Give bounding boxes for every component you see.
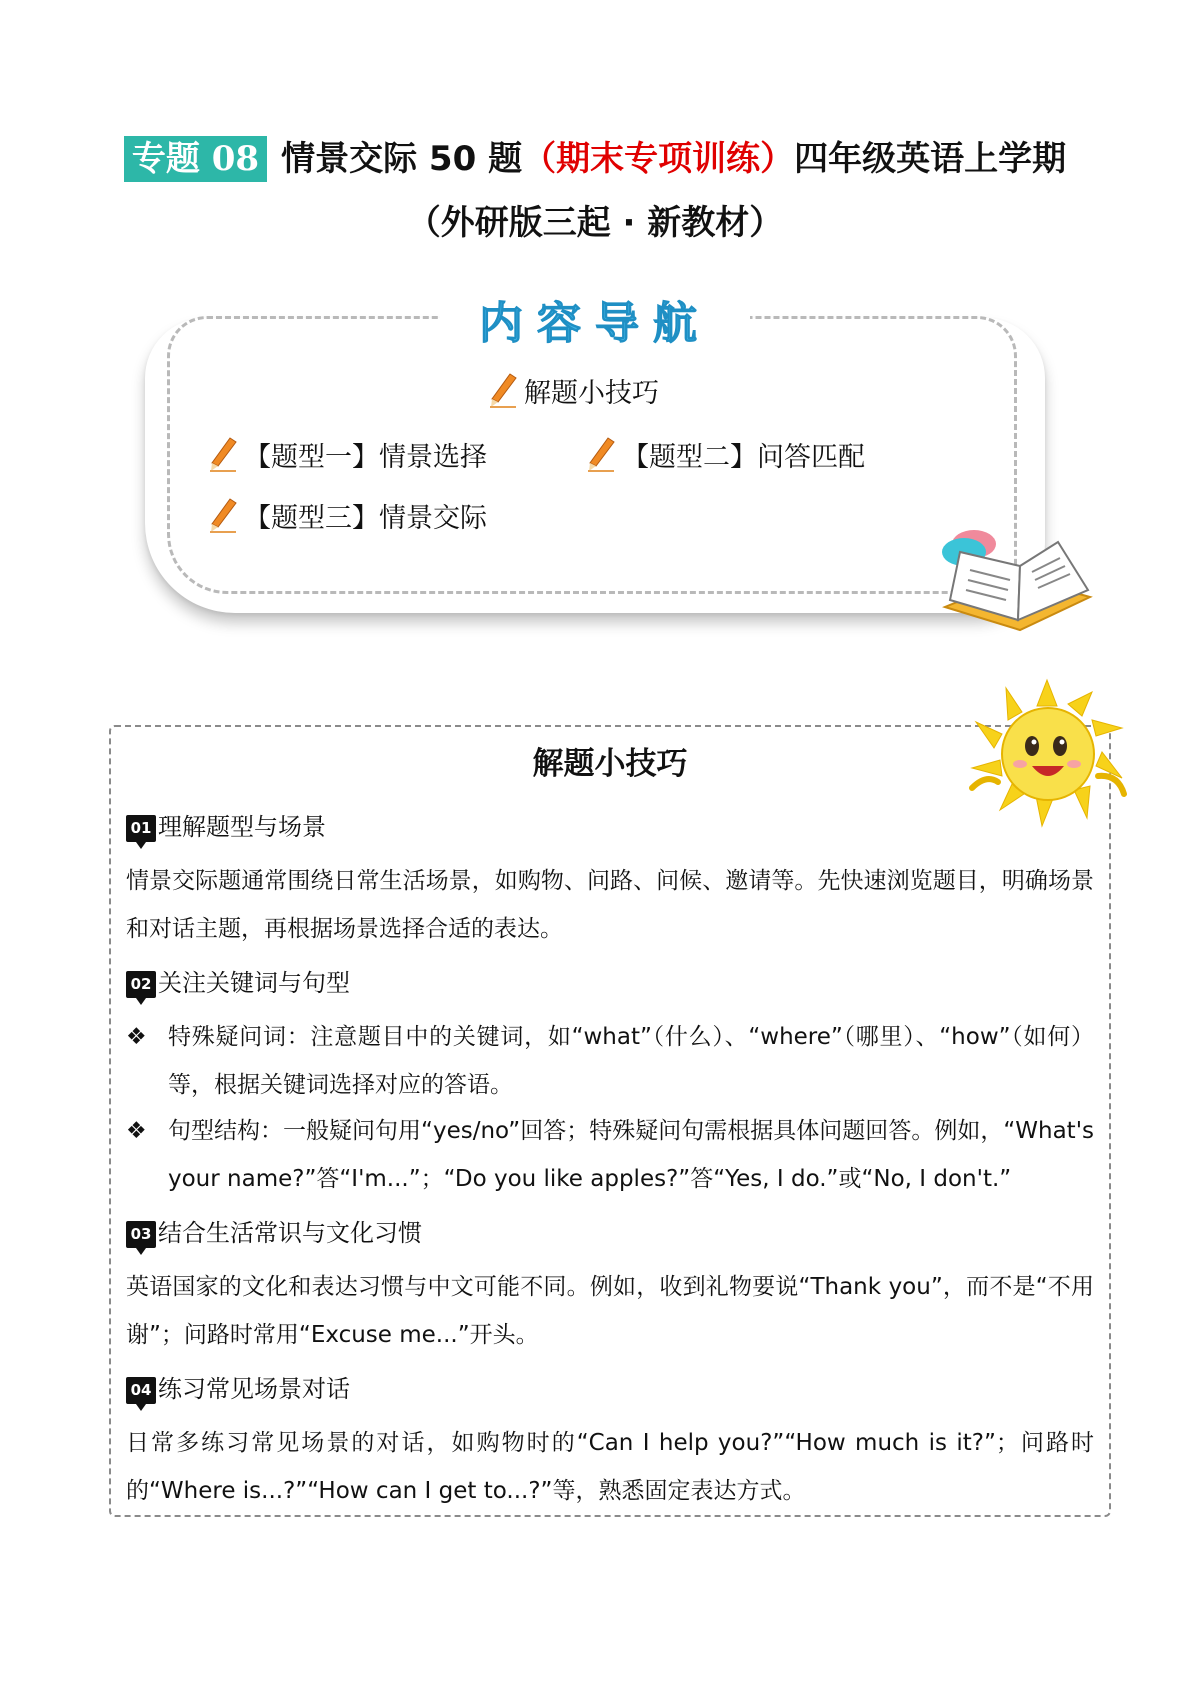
book-icon — [940, 522, 1100, 647]
nav-item-type-1[interactable] — [208, 436, 487, 476]
bullet-diamond-icon: ❖ — [126, 1118, 147, 1144]
nav-item-tips[interactable] — [488, 372, 659, 412]
section-heading-01 — [126, 810, 326, 844]
section-number-badge: 04 — [126, 1377, 156, 1404]
section-number-badge: 02 — [126, 971, 156, 998]
nav-item-label: 解题小技巧 — [524, 378, 659, 409]
tips-title: 解题小技巧 — [532, 746, 688, 782]
bullet-diamond-icon: ❖ — [126, 1024, 147, 1050]
nav-item-label: 【题型二】问答匹配 — [622, 442, 865, 473]
topic-tag: 专题 08 — [124, 136, 267, 182]
title-main: 情景交际 50 题 — [281, 139, 523, 179]
document-subtitle: （外研版三起 · 新教材） — [406, 203, 784, 243]
section-number-badge: 01 — [126, 815, 156, 842]
section-heading-text: 理解题型与场景 — [158, 813, 326, 841]
section-heading-04 — [126, 1372, 350, 1406]
section-heading-text: 结合生活常识与文化习惯 — [158, 1219, 422, 1247]
section-heading-text: 练习常见场景对话 — [158, 1375, 350, 1403]
section-03-text: 英语国家的文化和表达习惯与中文可能不同。例如，收到礼物要说“Thank you”，而不是“不用谢”；问路时常用“Excuse me...”开头。 — [126, 1274, 1094, 1348]
section-heading-03 — [126, 1216, 422, 1250]
section-04-text: 日常多练习常见场景的对话，如购物时的“Can I help you?”“How much is it?”；问路时的“Where is...?”“How can I get to...?”等，熟悉固定表达方式。 — [126, 1430, 1094, 1504]
pencil-icon — [208, 436, 238, 472]
title-highlight: （期末专项训练） — [522, 139, 795, 179]
bullet-text: 句型结构：一般疑问句用“yes/no”回答；特殊疑问句需根据具体问题回答。例如，“What's your name?”答“I'm...”；“Do you like apples?”答“Yes, I do.”或“No, I don't.” — [168, 1118, 1094, 1192]
nav-item-type-2[interactable] — [586, 436, 865, 476]
nav-title: 内容导航 — [479, 298, 711, 349]
bullet-text: 特殊疑问词：注意题目中的关键词，如“what”（什么）、“where”（哪里）、“how”（如何）等，根据关键词选择对应的答语。 — [168, 1024, 1094, 1098]
section-heading-02 — [126, 966, 350, 1000]
pencil-icon — [208, 497, 238, 533]
nav-item-label: 【题型一】情景选择 — [244, 442, 487, 473]
section-heading-text: 关注关键词与句型 — [158, 969, 350, 997]
bullet-item — [126, 1107, 1094, 1203]
nav-item-label: 【题型三】情景交际 — [244, 503, 487, 534]
title-tail: 四年级英语上学期 — [794, 139, 1067, 179]
section-01-text: 情景交际题通常围绕日常生活场景，如购物、问路、问候、邀请等。先快速浏览题目，明确场景和对话主题，再根据场景选择合适的表达。 — [126, 868, 1094, 942]
document-title — [0, 136, 1190, 182]
bullet-item — [126, 1013, 1094, 1109]
pencil-icon — [488, 372, 518, 408]
nav-item-type-3[interactable] — [208, 497, 487, 537]
section-number-badge: 03 — [126, 1221, 156, 1248]
pencil-icon — [586, 436, 616, 472]
